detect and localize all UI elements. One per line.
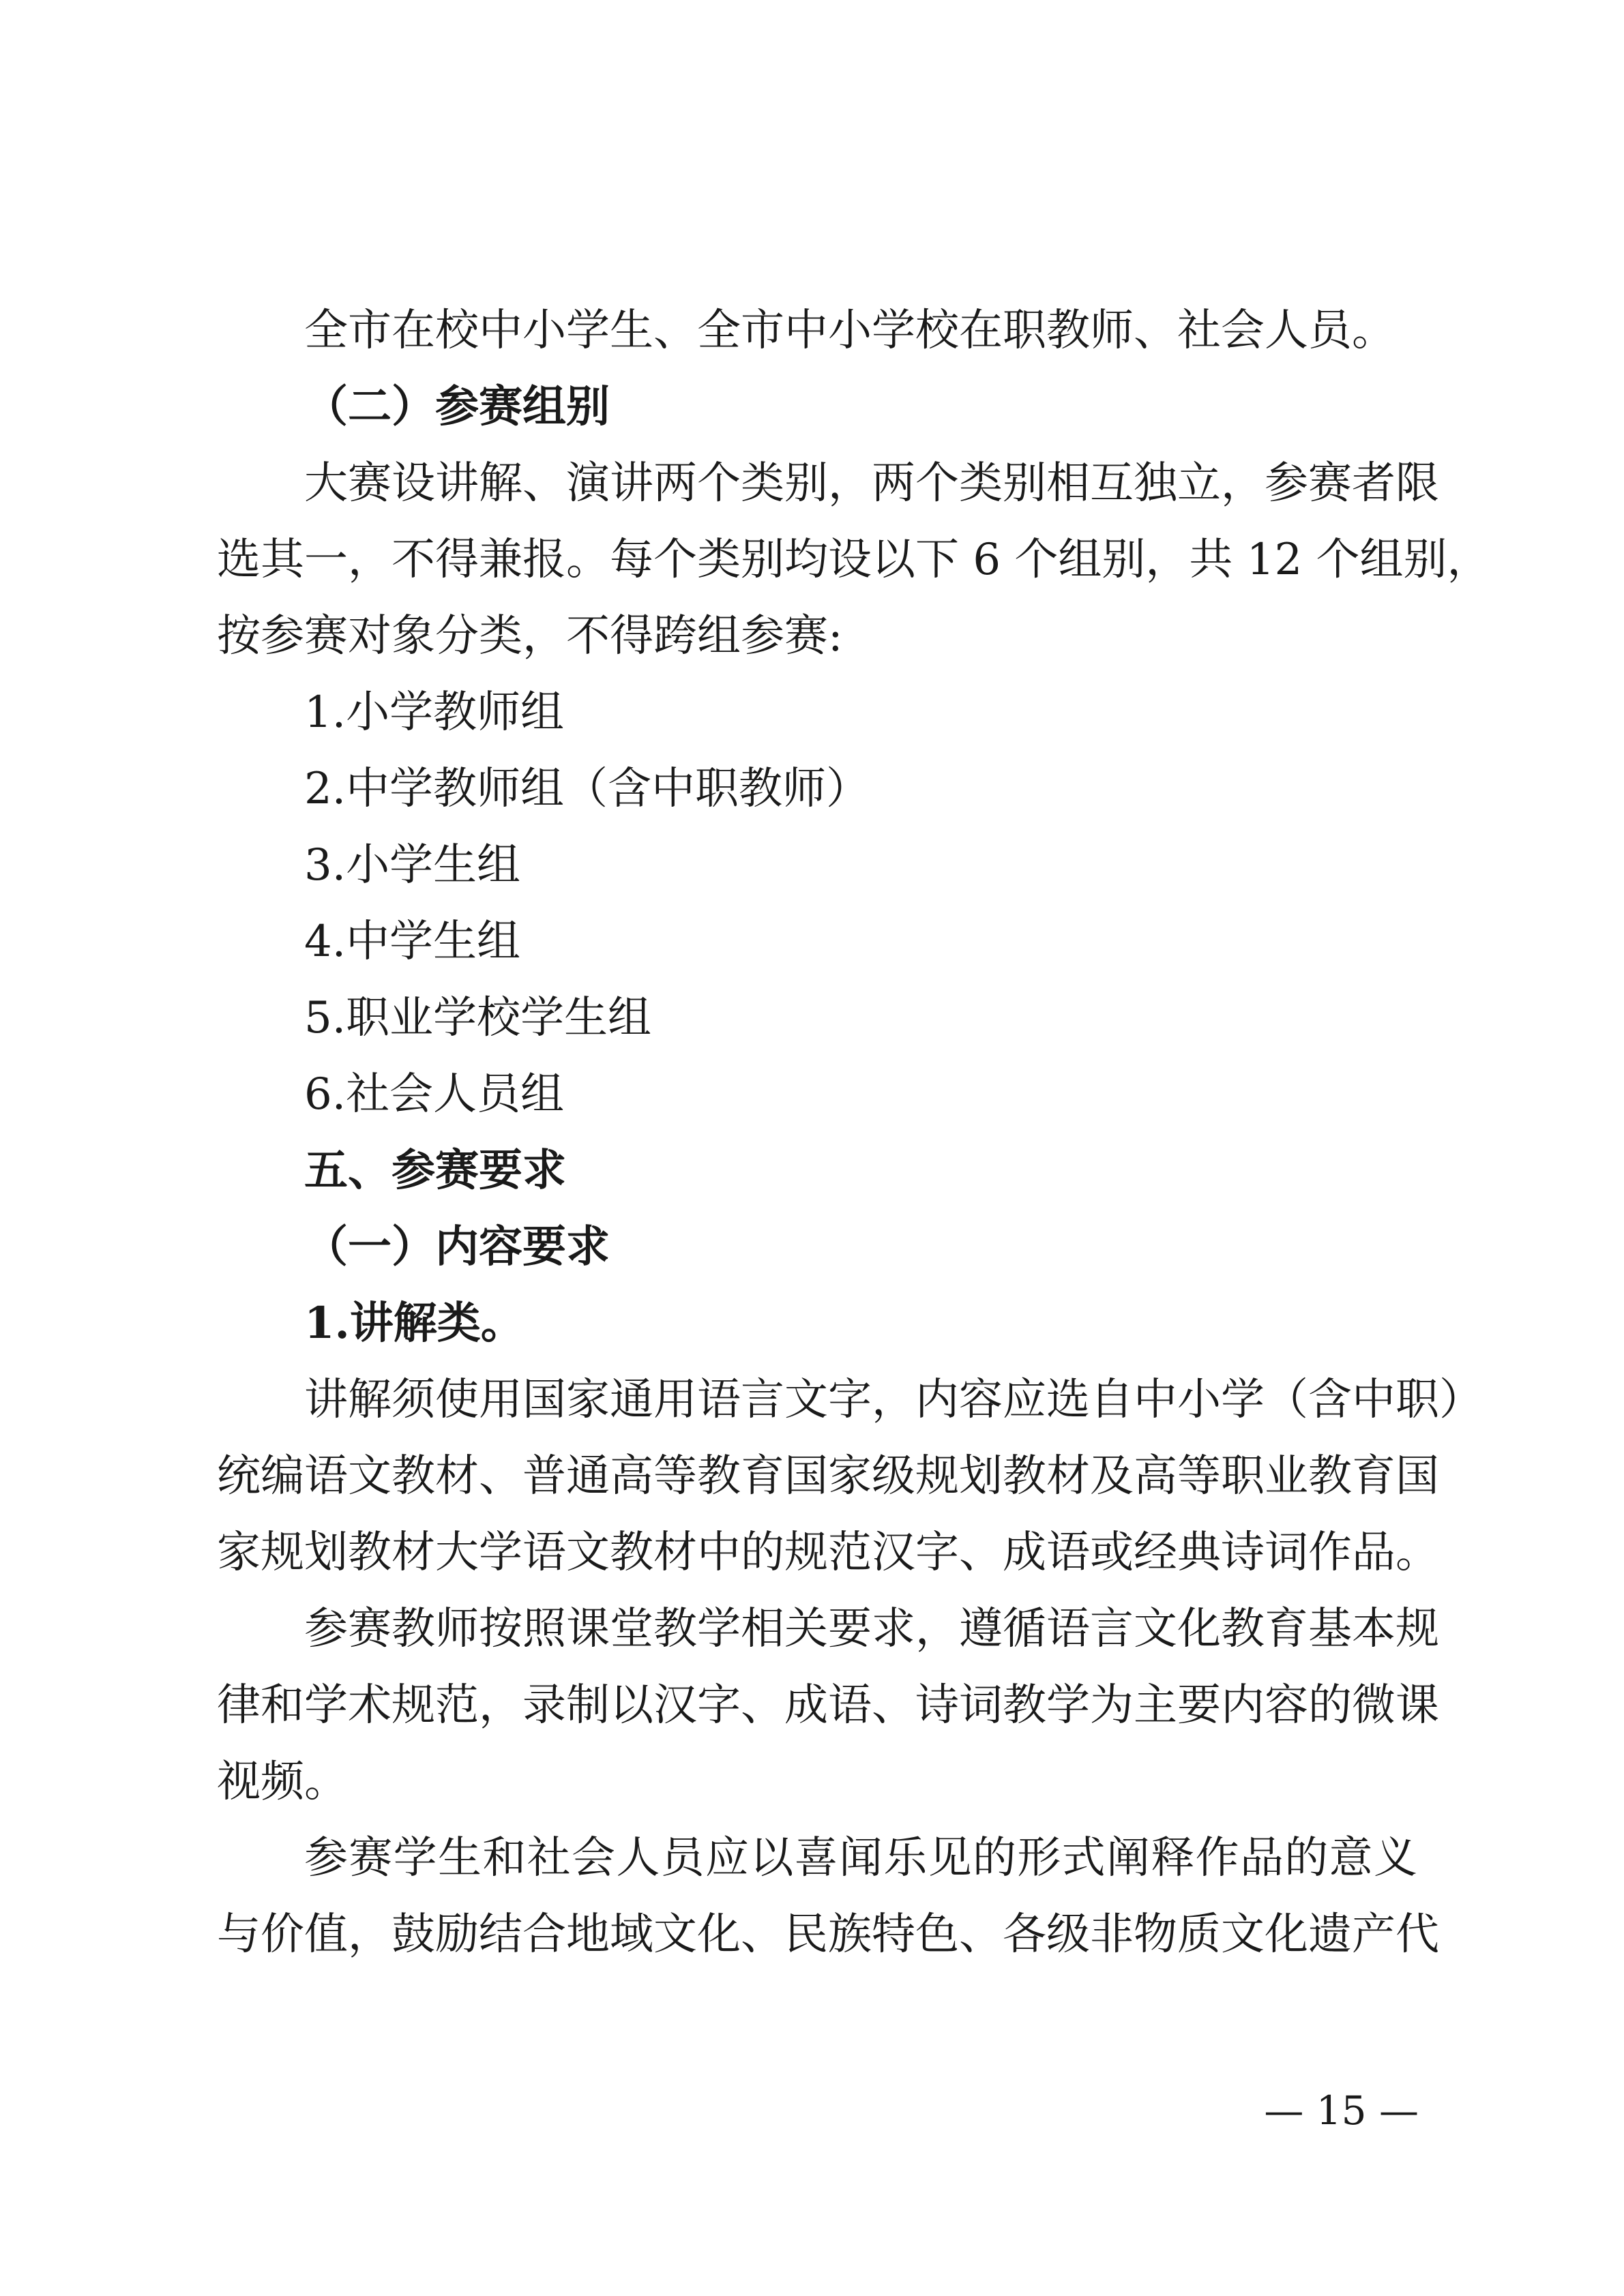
paragraph-line: 按参赛对象分类，不得跨组参赛: [217, 611, 843, 661]
section-heading: （二）参赛组别 [304, 381, 610, 432]
list-item: 6.社会人员组 [304, 1069, 565, 1120]
list-item: 3.小学生组 [304, 840, 521, 891]
paragraph-line: 与价值，鼓励结合地域文化、民族特色、各级非物质文化遗产代 [217, 1909, 1439, 1960]
paragraph-line: 全市在校中小学生、全市中小学校在职教师、社会人员。 [304, 305, 1396, 356]
section-heading: 五、参赛要求 [304, 1145, 566, 1196]
paragraph-line: 统编语文教材、普通高等教育国家级规划教材及高等职业教育国 [217, 1451, 1439, 1502]
section-heading: （一）内容要求 [304, 1221, 610, 1272]
paragraph-line: 参赛教师按照课堂教学相关要求，遵循语言文化教育基本规 [304, 1604, 1439, 1654]
paragraph-line: 讲解须使用国家通用语言文字，内容应选自中小学（含中职） [304, 1375, 1483, 1425]
paragraph-line: 律和学术规范，录制以汉字、成语、诗词教学为主要内容的微课 [217, 1680, 1439, 1731]
list-item: 4.中学生组 [304, 916, 521, 967]
list-item: 5.职业学校学生组 [304, 993, 652, 1043]
paragraph-line: 家规划教材大学语文教材中的规范汉字、成语或经典诗词作品。 [217, 1527, 1439, 1578]
section-heading: 1.讲解类。 [304, 1298, 525, 1349]
list-item: 1.小学教师组 [304, 687, 565, 738]
list-item: 2.中学教师组（含中职教师） [304, 764, 870, 814]
paragraph-line: 大赛设讲解、演讲两个类别，两个类别相互独立，参赛者限 [304, 458, 1439, 509]
paragraph-line: 参赛学生和社会人员应以喜闻乐见的形式阐释作品的意义 [304, 1833, 1417, 1883]
page-number: — 15 — [1264, 2087, 1419, 2134]
paragraph-line: 选其一，不得兼报。每个类别均设以下 6 个组别，共 12 个组别， [217, 535, 1491, 585]
paragraph-line: 视频。 [217, 1757, 348, 1807]
